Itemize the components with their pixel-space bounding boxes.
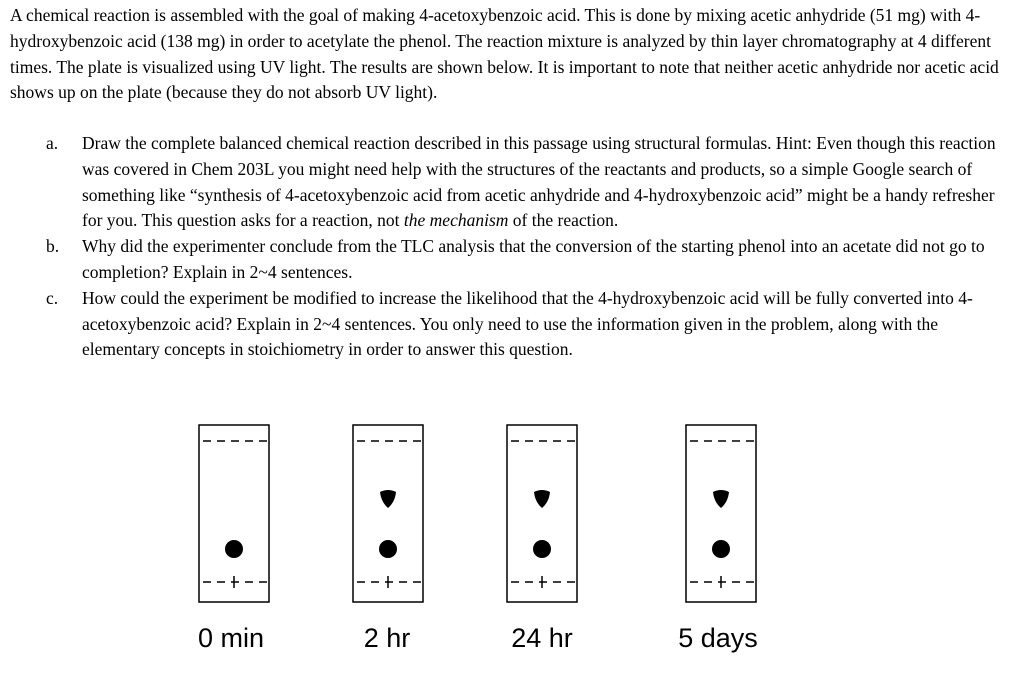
spot-round xyxy=(379,540,397,558)
question-c-letter: c. xyxy=(46,287,59,308)
question-a-text-italic: the mechanism xyxy=(403,210,509,231)
question-a xyxy=(0,131,1010,234)
tlc-plate-5-days xyxy=(684,418,764,608)
spot-round xyxy=(225,540,243,558)
question-c-text: How could the experiment be modified to increase the likelihood that the 4-hydroxybenzoic acid will be fully converted into 4-acetoxybenzoic acid? Explain in 2~4 sentences. You only need to use the information given in the problem, along with the elementary concepts in stoichiometry in order to answer this question. xyxy=(82,287,973,360)
question-b-text: Why did the experimenter conclude from the TLC analysis that the conversion of the starting phenol into an acetate did not go to completion? Explain in 2~4 sentences. xyxy=(82,236,985,282)
question-a-letter: a. xyxy=(46,133,59,153)
tlc-plate-2-hr xyxy=(351,418,431,608)
plate-label-24-hr: 24 hr xyxy=(511,623,573,653)
tlc-plate-0-min xyxy=(197,418,277,608)
spot-teardrop xyxy=(713,490,729,508)
plate-outline xyxy=(686,425,756,602)
plate-outline xyxy=(353,425,423,602)
question-b-letter: b. xyxy=(46,236,60,257)
question-a-text xyxy=(82,133,996,230)
problem-intro: A chemical reaction is assembled with the goal of making 4-acetoxybenzoic acid. This is done by mixing acetic anhydride (51 mg) with 4-hydroxybenzoic acid (138 mg) in order to acetylate the phenol. The reaction mixture is analyzed by thin layer chromatography at 4 different times. The plate is visualized using UV light. The results are shown below. It is important to note that neither acetic anhydride nor acetic acid shows up on the plate (because they do not absorb UV light). xyxy=(10,5,999,103)
tlc-plates-figure xyxy=(0,418,1024,678)
plate-label-2-hr: 2 hr xyxy=(363,623,411,653)
tlc-plate-24-hr xyxy=(505,418,585,608)
spot-round xyxy=(533,540,551,558)
question-a-text-main: Draw the complete balanced chemical reaction described in this passage using structural formulas. Hint: Even though this reaction was covered in Chem 203L you might need help with the structures of the reactants and products, so a simple Google search of something like “synthesis of 4-acetoxybenzoic acid from acetic anhydride and 4-hydroxybenzoic acid” might be a handy refresher for you. This question asks for a reaction, not xyxy=(82,133,996,231)
question-a-text-end: of the reaction. xyxy=(508,210,619,231)
plate-label-5-days: 5 days xyxy=(678,623,758,653)
plate-outline xyxy=(507,425,577,602)
spot-teardrop xyxy=(380,490,396,508)
plate-outline xyxy=(199,425,269,602)
question-list xyxy=(0,131,1010,363)
plate-label-0-min: 0 min xyxy=(197,623,265,653)
spot-teardrop xyxy=(534,490,550,508)
spot-round xyxy=(712,540,730,558)
question-b xyxy=(0,234,1010,286)
question-c xyxy=(0,286,1010,363)
